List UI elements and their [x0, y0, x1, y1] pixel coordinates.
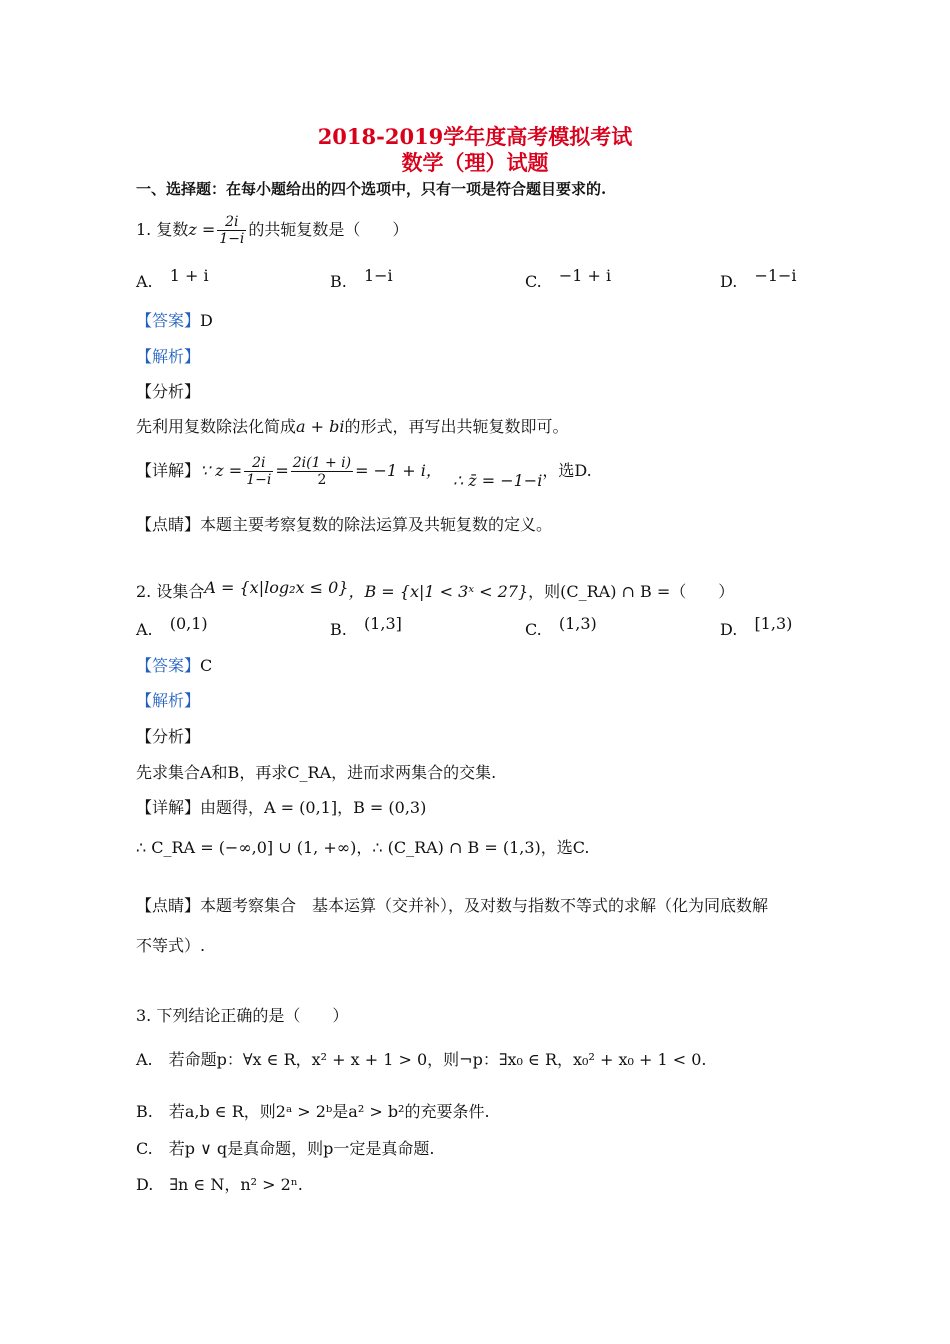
q2-fenxi-tag: 【分析】 [136, 727, 201, 746]
q1-option-c[interactable] [525, 266, 612, 291]
page-subtitle: 数学（理）试题 [401, 150, 549, 175]
option-label: A. [136, 620, 153, 639]
detail-conj: ∴ z̄ = −1−i [452, 471, 543, 491]
detail-mid: = −1 + i， [355, 461, 442, 481]
option-label: C. [525, 272, 542, 291]
q2-answer [136, 656, 212, 675]
option-label: B. [330, 620, 347, 639]
q2-option-b[interactable] [330, 614, 402, 639]
q3-option-c[interactable]: C. 若p ∨ q是真命题，则p一定是真命题. [136, 1139, 435, 1158]
option-value: −1−i [754, 266, 797, 285]
q1-fenxi-tag: 【分析】 [136, 382, 201, 401]
q2-detail [136, 798, 426, 817]
option-value: 1−i [363, 266, 393, 285]
answer-value: C [200, 656, 213, 675]
option-label: B. [330, 272, 347, 291]
detail-tag: 【详解】 [136, 461, 201, 481]
comment-tag: 【点睛】 [136, 896, 201, 915]
q1-option-d[interactable] [720, 266, 797, 291]
detail-tag: 【详解】 [136, 798, 201, 817]
fenxi-text: 先利用复数除法化简成 [136, 417, 297, 436]
q3-option-b[interactable]: B. 若a,b ∈ R，则2ᵃ > 2ᵇ是a² > b²的充要条件. [136, 1102, 490, 1121]
q1-answer [136, 311, 213, 330]
option-label: A. [136, 272, 153, 291]
q2-option-c[interactable] [525, 614, 597, 639]
section-heading: 一、选择题：在每小题给出的四个选项中，只有一项是符合题目要求的. [136, 180, 607, 198]
q2-comment-line1 [136, 896, 768, 915]
q2-ask: ，则(C_RA) ∩ B =（ ） [528, 582, 735, 601]
option-label: D. [720, 272, 738, 291]
fenxi-math: a + bi [296, 417, 345, 436]
detail-end: ，选D. [542, 461, 592, 481]
detail-fraction-2: $\frac{2i(1 + i)}{2}$ [292, 455, 352, 489]
comment-text: 本题考察集合 基本运算（交并补），及对数与指数不等式的求解（化为同底数解 [200, 896, 769, 915]
q3-stem: 3. 下列结论正确的是（ ） [136, 1006, 349, 1025]
comment-tag: 【点睛】 [136, 515, 201, 534]
q1-detail [136, 455, 592, 491]
option-label: C. [525, 620, 542, 639]
option-value: (0,1) [169, 614, 208, 633]
q1-fraction: $\frac{2i}{1-i}$ [219, 214, 245, 248]
comment-text: 本题主要考察复数的除法运算及共轭复数的定义。 [200, 515, 553, 534]
q3-option-a[interactable]: A. 若命题p：∀x ∈ R，x² + x + 1 > 0，则¬p：∃x₀ ∈ R，x₀² + x₀ + 1 < 0. [136, 1050, 707, 1069]
fenxi-text: 的形式，再写出共轭复数即可。 [344, 417, 569, 436]
q3-option-d[interactable]: D. ∃n ∈ N，n² > 2ⁿ. [136, 1175, 303, 1194]
option-value: 1 + i [169, 266, 209, 285]
option-value: [1,3) [754, 614, 793, 633]
q2-option-d[interactable] [720, 614, 793, 639]
equals: = [275, 461, 289, 481]
q2-comment-line2: 不等式）. [136, 936, 206, 955]
q1-analysis-tag: 【解析】 [136, 347, 201, 366]
option-value: (1,3) [558, 614, 597, 633]
q1-stem [136, 214, 408, 247]
option-value: −1 + i [558, 266, 612, 285]
answer-tag: 【答案】 [136, 311, 201, 330]
answer-tag: 【答案】 [136, 656, 201, 675]
detail-fraction-1: $\frac{2i}{1-i}$ [246, 455, 272, 489]
answer-value: D [200, 311, 213, 330]
q2-stem [136, 578, 735, 601]
q2-detail-line2: ∴ C_RA = (−∞,0] ∪ (1, +∞)，∴ (C_RA) ∩ B = (1,3)，选C. [136, 838, 590, 857]
q2-option-a[interactable] [136, 614, 208, 639]
q1-prefix: 1. 复数 [136, 220, 189, 240]
q1-option-b[interactable] [330, 266, 393, 291]
q1-comment [136, 515, 552, 534]
q2-fenxi: 先求集合A和B，再求C_RA，进而求两集合的交集. [136, 763, 497, 782]
q2-prefix: 2. 设集合 [136, 582, 205, 601]
q2-set-b: ，B = {x|1 < 3ˣ < 27} [348, 582, 529, 601]
q1-z: z = [188, 220, 216, 240]
option-label: D. [720, 620, 738, 639]
q1-fenxi [136, 417, 569, 436]
page-title: 2018-2019学年度高考模拟考试 [317, 124, 633, 149]
detail-text: 由题得，A = (0,1]，B = (0,3) [200, 798, 427, 817]
because-z: ∵ z = [200, 461, 243, 481]
q2-analysis-tag: 【解析】 [136, 691, 201, 710]
q1-suffix: 的共轭复数是（ ） [248, 220, 409, 240]
q1-option-a[interactable] [136, 266, 209, 291]
option-value: (1,3] [363, 614, 402, 633]
q2-set-a: A = {x|log₂x ≤ 0} [204, 578, 349, 597]
